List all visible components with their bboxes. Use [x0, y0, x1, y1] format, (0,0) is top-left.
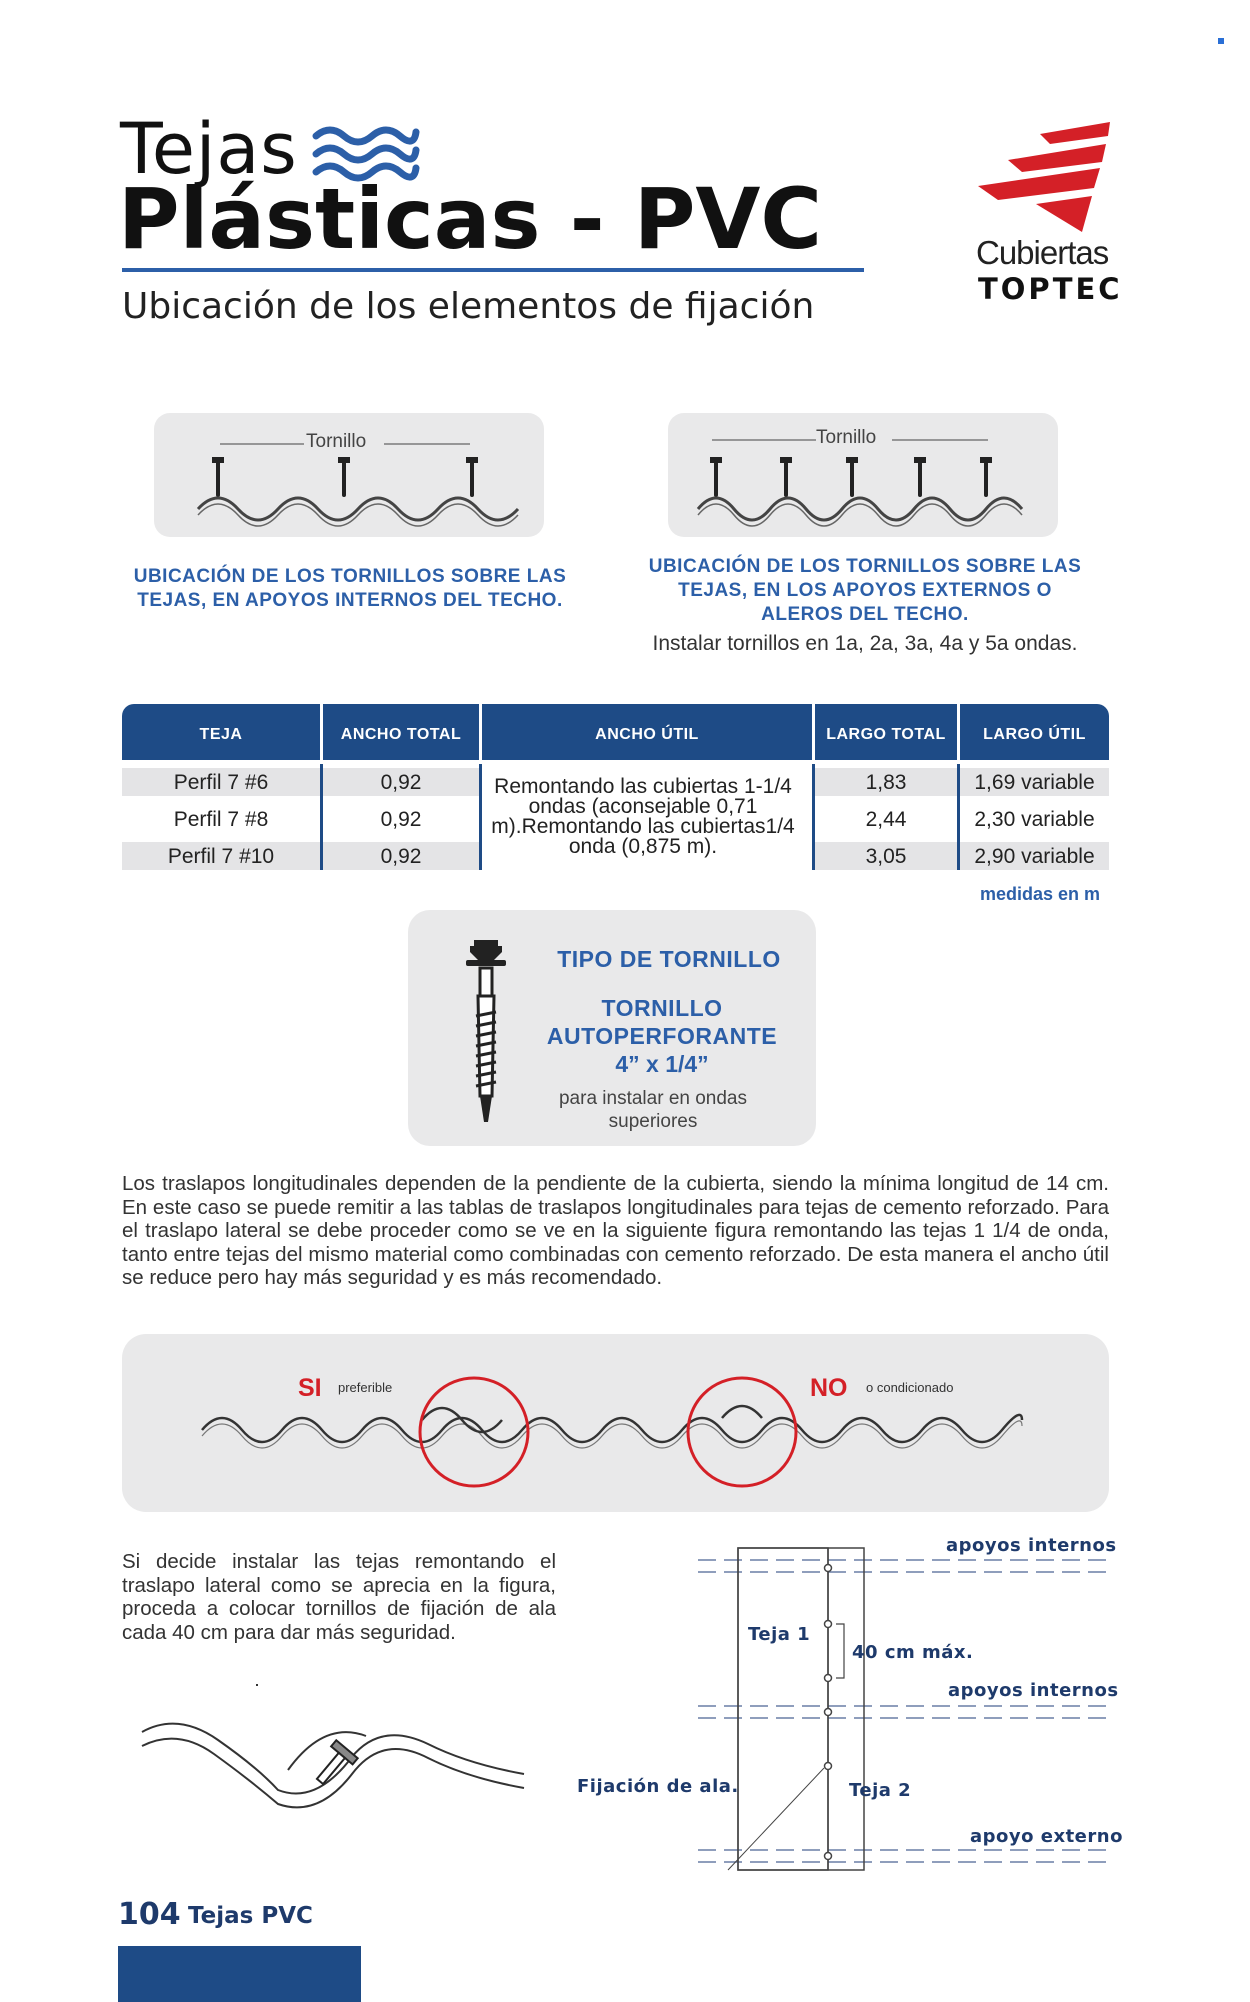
overlap-no-note: o condicionado	[866, 1380, 954, 1395]
table-cell-ancho-util: Remontando las cubiertas 1-1/4 ondas (aconsejable 0,71 m).Remontando las cubiertas1/4 onda (0,875 m).	[491, 775, 795, 858]
tile-1-label: Teja 1	[748, 1624, 811, 1645]
units-note: medidas en m	[979, 884, 1100, 904]
col-header-teja: TEJA	[199, 726, 243, 743]
overlap-yes-label: SI	[298, 1374, 322, 1402]
page-number: 104	[118, 1897, 181, 1932]
overlap-paragraph: Los traslapos longitudinales dependen de la pendiente de la cubierta, siendo la mínima longitud de 14 cm. En este caso se puede remitir a las tablas de traslapos longitudinales para tejas de cemento reforzado. Para el traslapo lateral se debe proceder como se ve en la siguiente figura remontando las tejas 1 1/4 de onda, tanto entre tejas del mismo material como combinadas con cemento reforzado. De esta manera el ancho útil se reduce pero hay más seguridad y es más recomendado.	[122, 1172, 1109, 1289]
screw-type-heading: TIPO DE TORNILLO	[557, 946, 781, 972]
internal-screw-diagram	[154, 413, 544, 537]
support-external-label: apoyo externo	[970, 1826, 1123, 1847]
screw-type-name-line1: TORNILLO	[601, 995, 723, 1021]
col-header-largo-util: LARGO ÚTIL	[983, 726, 1086, 743]
external-screw-note: Instalar tornillos en 1a, 2a, 3a, 4a y 5a ondas.	[652, 632, 1078, 655]
table-cell-teja: Perfil 7 #6	[173, 771, 269, 794]
col-header-ancho-total: ANCHO TOTAL	[340, 726, 462, 743]
page-title-line2: Plásticas - PVC	[118, 170, 823, 268]
corner-mark	[1218, 38, 1224, 44]
page-subtitle: Ubicación de los elementos de fijación	[122, 286, 815, 327]
page-title-line1: Tejas	[120, 108, 298, 190]
brand-logo-icon	[978, 120, 1112, 236]
screw-type-note: para instalar en ondas superiores	[558, 1088, 747, 1132]
table-cell-largo-total: 3,05	[865, 845, 907, 868]
brand-name: Cubiertas	[976, 234, 1109, 271]
screw-type-panel	[408, 910, 816, 1146]
title-divider	[122, 268, 864, 272]
external-screw-diagram	[668, 413, 1058, 537]
spec-table-header	[122, 704, 1109, 760]
table-cell-ancho-total: 0,92	[380, 771, 422, 794]
overlap-wave-drawing	[122, 1334, 1109, 1512]
table-cell-teja: Perfil 7 #8	[173, 808, 269, 831]
self-drilling-screw-icon	[464, 936, 508, 1136]
wing-fixing-paragraph: Si decide instalar las tejas remontando el traslapo lateral como se aprecia en la figura, proceda a colocar tornillos de fijación de ala cada 40 cm para dar más seguridad.	[122, 1550, 556, 1644]
overlap-no-label: NO	[810, 1374, 848, 1402]
overlap-diagram-panel	[122, 1334, 1109, 1512]
spacing-label: 40 cm máx.	[852, 1642, 974, 1663]
support-internal-label-2: apoyos internos	[948, 1680, 1119, 1701]
internal-screw-caption: UBICACIÓN DE LOS TORNILLOS SOBRE LAS TEJAS, EN APOYOS INTERNOS DEL TECHO.	[133, 566, 567, 611]
table-column-divider	[479, 764, 482, 870]
table-cell-largo-util: 2,30 variable	[974, 808, 1095, 831]
table-cell-largo-total: 2,44	[865, 808, 907, 831]
tile-2-label: Teja 2	[849, 1780, 912, 1801]
table-cell-ancho-total: 0,92	[380, 808, 422, 831]
overlap-yes-note: preferible	[338, 1380, 393, 1395]
screw-type-size: 4” x 1/4”	[615, 1051, 709, 1077]
screw-type-name-line2: AUTOPERFORANTE	[546, 1023, 778, 1049]
col-header-ancho-util: ANCHO ÚTIL	[595, 726, 699, 743]
table-cell-largo-total: 1,83	[865, 771, 907, 794]
footer-bar	[118, 1946, 361, 2002]
external-screw-caption: UBICACIÓN DE LOS TORNILLOS SOBRE LAS TEJAS, EN LOS APOYOS EXTERNOS O ALEROS DEL TECHO.	[648, 556, 1082, 625]
wing-fix-label: Fijación de ala.	[577, 1776, 739, 1797]
col-header-largo-total: LARGO TOTAL	[826, 726, 946, 743]
support-internal-label-1: apoyos internos	[946, 1535, 1117, 1556]
footer-section-title: Tejas PVC	[188, 1903, 313, 1929]
table-cell-teja: Perfil 7 #10	[167, 845, 275, 868]
brand-sub: TOPTEC	[978, 272, 1123, 306]
external-screw-label: Tornillo	[816, 427, 877, 448]
tick-mark	[256, 1684, 258, 1686]
table-cell-largo-util: 2,90 variable	[974, 845, 1095, 868]
wing-fixing-section-drawing	[138, 1700, 528, 1820]
table-cell-largo-util: 1,69 variable	[974, 771, 1095, 794]
internal-screw-label: Tornillo	[306, 431, 367, 452]
table-cell-ancho-total: 0,92	[380, 845, 422, 868]
